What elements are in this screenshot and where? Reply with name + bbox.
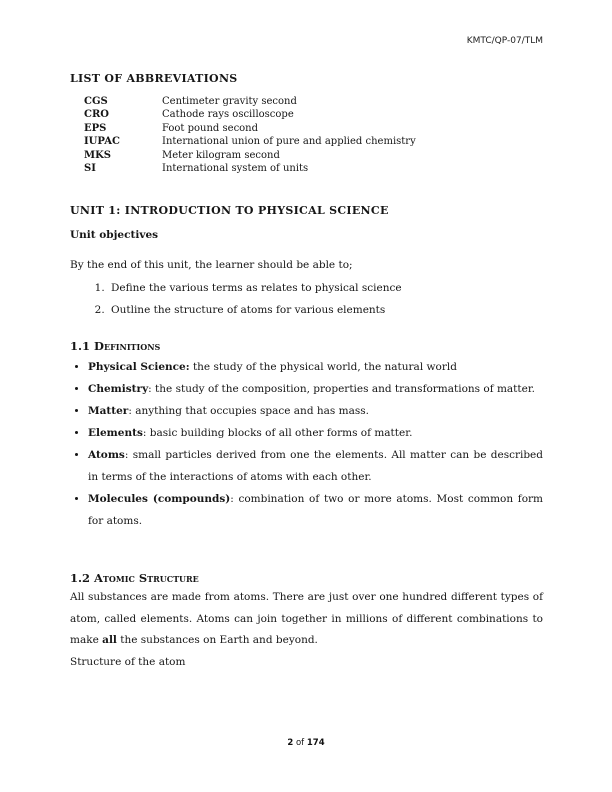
abbreviation-definition: Centimeter gravity second [162,96,297,107]
definition-item [88,356,543,378]
definition-term: Atoms [88,449,125,462]
abbreviation-definition: Cathode rays oscilloscope [162,109,294,121]
paragraph-bold-word: all [102,634,117,647]
definition-text: : basic building blocks of all other forms of matter. [142,427,413,440]
definition-item [88,378,543,400]
definition-text: : small particles derived from one the elements. All matter can be described in terms of the interactions of atoms with each other. [88,449,543,484]
definition-item [88,400,543,422]
definition-text: : anything that occupies space and has mass. [128,405,369,418]
atomic-structure-paragraph [70,587,543,652]
page-total: 174 [306,738,325,748]
abbreviation-term: EPS [84,122,107,134]
structure-line: Structure of the atom [70,655,186,668]
abbreviation-term: CGS [84,96,108,107]
definition-term: Chemistry [88,383,149,396]
page-footer-of: of [293,738,307,748]
unit-heading: UNIT 1: INTRODUCTION TO PHYSICAL SCIENCE [70,204,389,218]
definition-term: Matter [88,405,129,418]
abbreviations-heading: LIST OF ABBREVIATIONS [70,72,238,85]
abbreviation-row [84,95,543,108]
objective-item: 1. Define the various terms as relates to physical science [108,278,543,300]
abbreviation-definition: International system of units [162,163,309,175]
definition-text: the study of the physical world, the natural world [189,361,457,374]
definition-item [88,488,543,532]
abbreviation-term: SI [84,163,96,175]
abbreviation-definition: Meter kilogram second [162,149,280,161]
paragraph-text: the substances on Earth and beyond. [116,634,318,647]
atomic-structure-heading: 1.2 Atomic Structure [70,571,199,586]
unit-objectives-heading: Unit objectives [70,229,159,242]
abbreviations-list [70,95,543,175]
header-doc-code: KMTC/QP-07/TLM [466,36,543,46]
abbreviation-row [84,162,543,175]
abbreviation-term: MKS [84,149,111,161]
definition-text: : the study of the composition, properties and transformations of matter. [148,383,536,396]
objectives-intro: By the end of this unit, the learner should be able to; [70,259,353,272]
objective-item: 2. Outline the structure of atoms for various elements [108,300,543,322]
objectives-list [70,278,543,321]
definitions-heading: 1.1 Definitions [70,339,161,354]
abbreviation-term: IUPAC [84,136,120,148]
definition-term: Molecules (compounds) [88,493,231,506]
definition-term: Physical Science: [88,361,190,374]
definition-text: : combination of two or more atoms. Most common form for atoms. [88,493,543,528]
page-number: 2 [287,738,294,748]
abbreviation-term: CRO [84,109,109,121]
abbreviation-row [84,149,543,162]
abbreviation-definition: International union of pure and applied chemistry [162,136,416,148]
definition-item [88,422,543,444]
page-footer [0,738,612,748]
paragraph-text: All substances are made from atoms. There are just over one hundred different types of atom, called elements. Atoms can join together in millions of different combinations to make [70,591,543,647]
definition-item [88,444,543,488]
definition-term: Elements [88,427,143,440]
abbreviation-row [84,135,543,148]
abbreviation-row [84,122,543,135]
definitions-list [70,356,543,532]
abbreviation-definition: Foot pound second [162,122,259,134]
abbreviation-row [84,108,543,121]
